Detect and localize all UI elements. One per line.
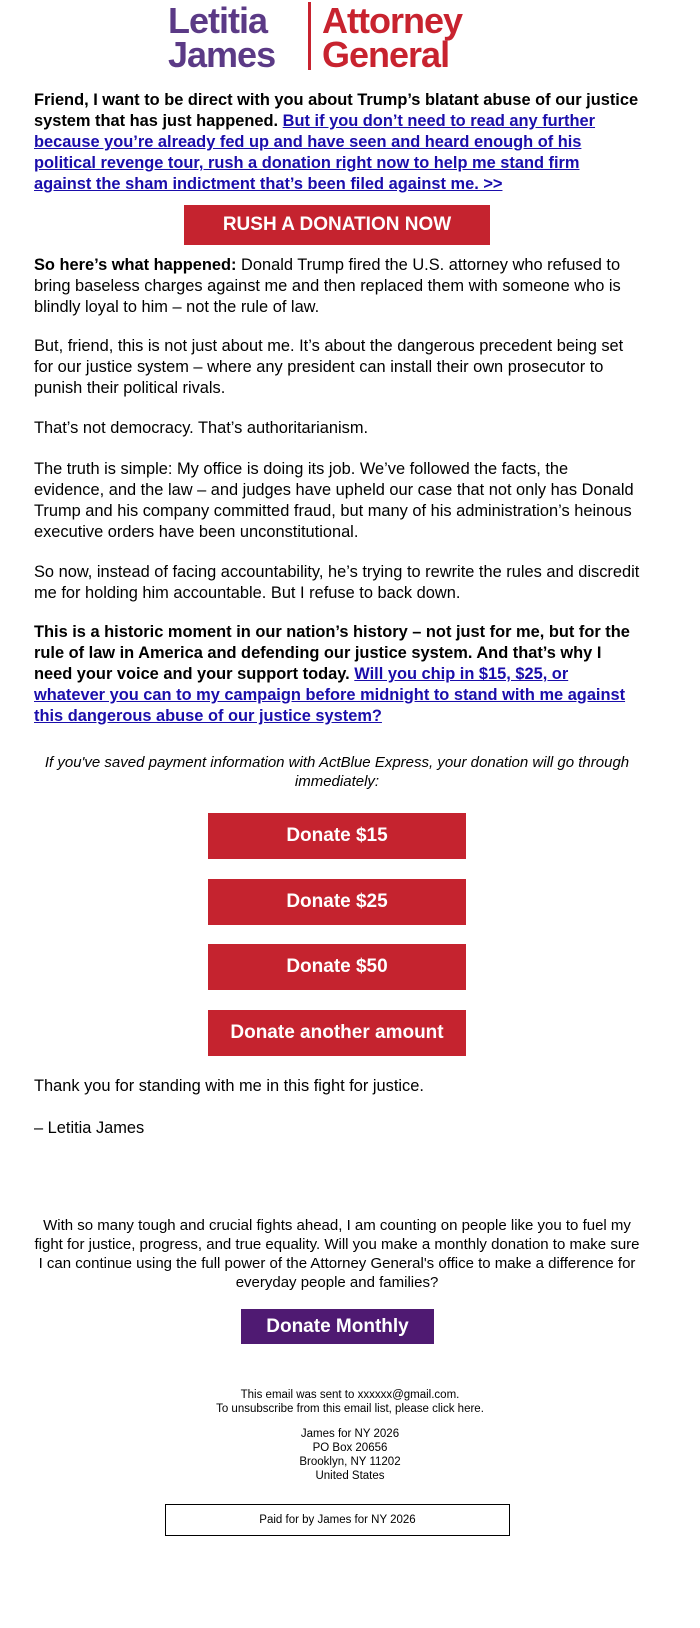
footer-address-line4: United States — [315, 1470, 385, 1482]
body-p3-text: That’s not democracy. That’s authoritarianism. — [34, 419, 369, 437]
body-p6 — [34, 622, 640, 727]
donate-other-button[interactable]: Donate another amount — [208, 1010, 466, 1056]
logo-title-line1: Attorney — [322, 0, 463, 41]
chip-in-link[interactable]: Will you chip in $15, $25, or whatever you can to my campaign before midnight to stand with me against this dangerous abuse of our justice system? — [34, 665, 626, 725]
footer-sent-to: This email was sent to xxxxxx@gmail.com. — [240, 1389, 460, 1401]
intro-donate-link[interactable]: But if you don’t need to read any further because you’re already fed up and have seen and heard enough of his political revenge tour, rush a donation right now to help me stand firm against the sham indictment that’s been filed against me. >> — [34, 112, 596, 193]
footer-address-line3: Brooklyn, NY 11202 — [299, 1456, 401, 1468]
body-p6-bold: This is a historic moment in our nation’s history – not just for me, but for the rule of law in America and defending our justice system. And that’s why I need your voice and your support today. — [34, 623, 630, 683]
intro-paragraph — [34, 90, 640, 195]
body-p4-text: The truth is simple: My office is doing its job. We’ve followed the facts, the evidence, and the law – and judges have upheld our case that not only has Donald Trump and his company committed fraud, but many of his administration’s heinous executive orders have been unconstitutional. — [34, 460, 634, 541]
body-p4 — [34, 459, 640, 543]
rush-donation-button[interactable]: RUSH A DONATION NOW — [184, 205, 490, 245]
donate-50-button[interactable]: Donate $50 — [208, 944, 466, 990]
body-p5 — [34, 562, 640, 604]
logo-first-name: Letitia — [168, 0, 268, 41]
paid-for-disclaimer — [165, 1504, 510, 1536]
footer-address-line1: James for NY 2026 — [300, 1428, 400, 1440]
body-p1-lead: So here’s what happened: — [34, 256, 237, 274]
donate-15-button[interactable]: Donate $15 — [208, 813, 466, 859]
monthly-appeal: With so many tough and crucial fights ahead, I am counting on people like you to fuel my fight for justice, progress, and true equality. Will you make a monthly donation to make sure I can continue using the full power of the Attorney General's office to make a difference for everyday people and families? — [34, 1217, 640, 1291]
body-p1 — [34, 255, 640, 318]
closing-thanks: Thank you for standing with me in this fight for justice. — [34, 1077, 424, 1095]
campaign-logo — [168, 0, 508, 76]
body-p2-text: But, friend, this is not just about me. It’s about the dangerous precedent being set for our justice system – where any president can install their own prosecutor to punish their political rivals. — [34, 337, 624, 397]
actblue-note: If you've saved payment information with ActBlue Express, your donation will go through immediately: — [44, 754, 630, 790]
body-p1-text: Donald Trump fired the U.S. attorney who refused to bring baseless charges against me and then replaced them with someone who is blindly loyal to him – not the rule of law. — [34, 256, 621, 316]
body-p2 — [34, 336, 640, 399]
closing-signature: – Letitia James — [34, 1119, 145, 1137]
logo-divider — [308, 2, 311, 70]
logo-title-line2: General — [322, 34, 450, 75]
intro-bold: Friend, I want to be direct with you about Trump’s blatant abuse of our justice system that has just happened. — [34, 91, 639, 130]
body-p3 — [34, 418, 640, 439]
body-p5-text: So now, instead of facing accountability, he’s trying to rewrite the rules and discredit me for holding him accountable. But I refuse to back down. — [34, 563, 640, 602]
footer-address-line2: PO Box 20656 — [312, 1442, 388, 1454]
logo-last-name: James — [168, 34, 276, 75]
donate-25-button[interactable]: Donate $25 — [208, 879, 466, 925]
donate-monthly-button[interactable]: Donate Monthly — [241, 1309, 434, 1344]
footer-unsubscribe[interactable]: To unsubscribe from this email list, please click here. — [216, 1403, 484, 1415]
paid-for-text: Paid for by James for NY 2026 — [259, 1514, 416, 1526]
